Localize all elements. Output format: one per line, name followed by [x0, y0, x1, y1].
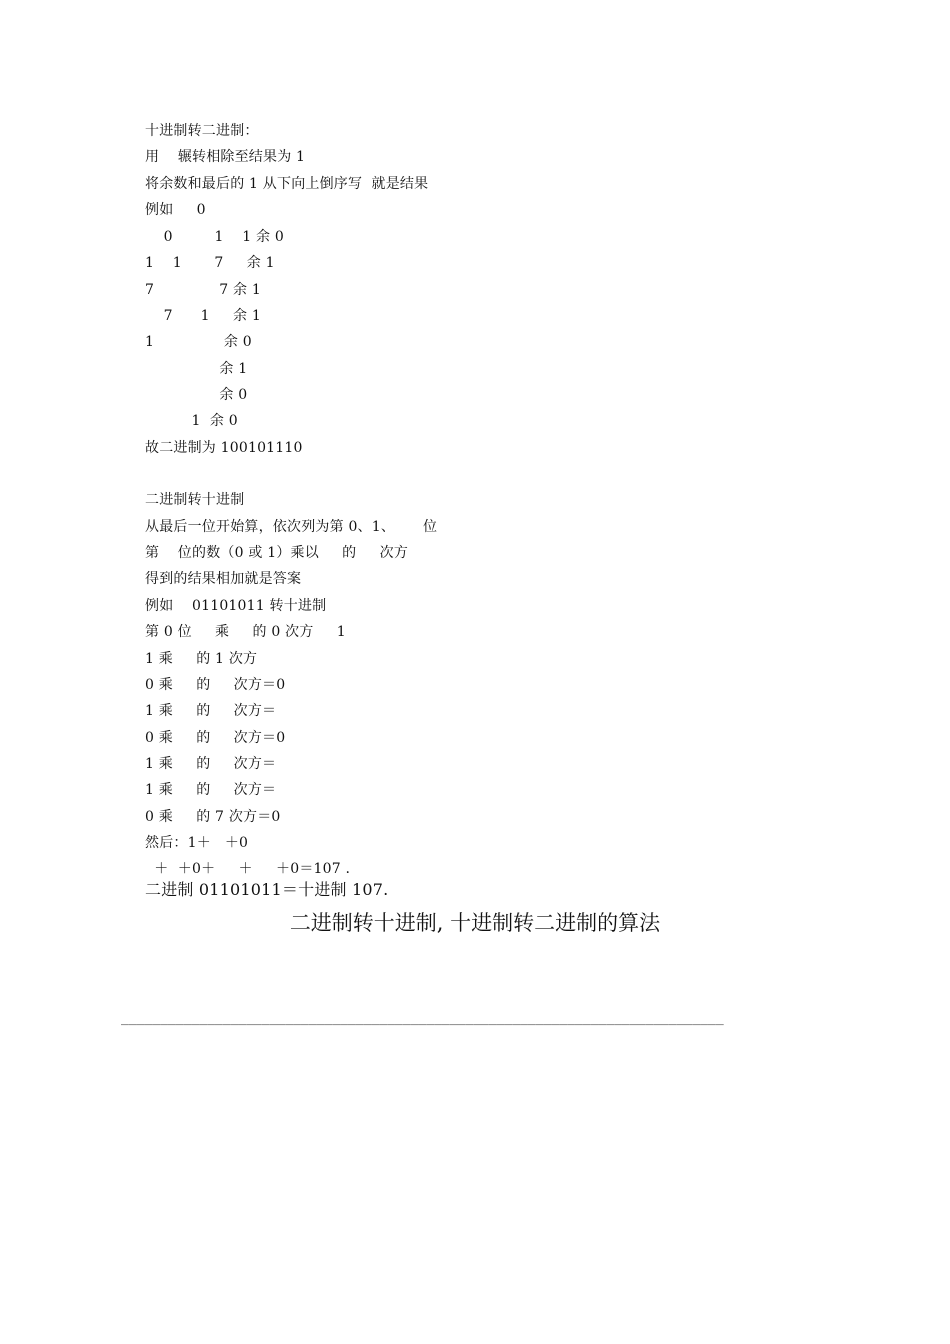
section2-line: 第 0 位 乘 的 0 次方 1: [145, 624, 346, 640]
section1-line: 余 1: [145, 361, 248, 377]
section2-line: 1 乘 的 次方＝: [145, 703, 277, 719]
section1-line: 将余数和最后的 1 从下向上倒序写 就是结果: [145, 176, 429, 192]
section2-result: 二进制 01101011＝十进制 107.: [145, 880, 389, 899]
section2-line: 得到的结果相加就是答案: [145, 571, 302, 587]
section1-line: 7 1 余 1: [145, 308, 261, 324]
section1-line: 7 7 余 1: [145, 282, 261, 298]
section2-line: 0 乘 的 次方＝0: [145, 730, 286, 746]
section1-heading: 十进制转二进制：: [145, 123, 259, 139]
section2-line: 0 乘 的 次方＝0: [145, 677, 286, 693]
separator-rule: _____________________________________________________________________________: [121, 1011, 724, 1026]
section2-line: 1 乘 的 1 次方: [145, 651, 258, 667]
section2-line: 0 乘 的 7 次方＝0: [145, 809, 281, 825]
section2-heading: 二进制转十进制: [145, 492, 245, 508]
section2-line: 从最后一位开始算，依次列为第 0、1、 位: [145, 519, 438, 535]
document-title: 二进制转十进制, 十进制转二进制的算法: [289, 911, 661, 935]
section2-line: 然后：1＋ ＋0: [145, 835, 249, 851]
section1-line: 1 余 0: [145, 334, 252, 350]
section1-line: 0 1 1 余 0: [145, 229, 284, 245]
section2-line: 1 乘 的 次方＝: [145, 782, 277, 798]
section2-line: ＋ ＋0＋ ＋ ＋0＝107 .: [145, 861, 351, 877]
section1-line: 用 辗转相除至结果为 1: [145, 149, 306, 165]
section2-line: 例如 01101011 转十进制: [145, 598, 327, 614]
section2-line: 第 位的数（0 或 1）乘以 的 次方: [145, 545, 409, 561]
section1-line: 1 余 0: [145, 413, 238, 429]
section1-result: 故二进制为 100101110: [145, 440, 303, 456]
section1-line: 1 1 7 余 1: [145, 255, 275, 271]
section1-line: 例如 0: [145, 202, 206, 218]
section1-line: 余 0: [145, 387, 248, 403]
section2-line: 1 乘 的 次方＝: [145, 756, 277, 772]
